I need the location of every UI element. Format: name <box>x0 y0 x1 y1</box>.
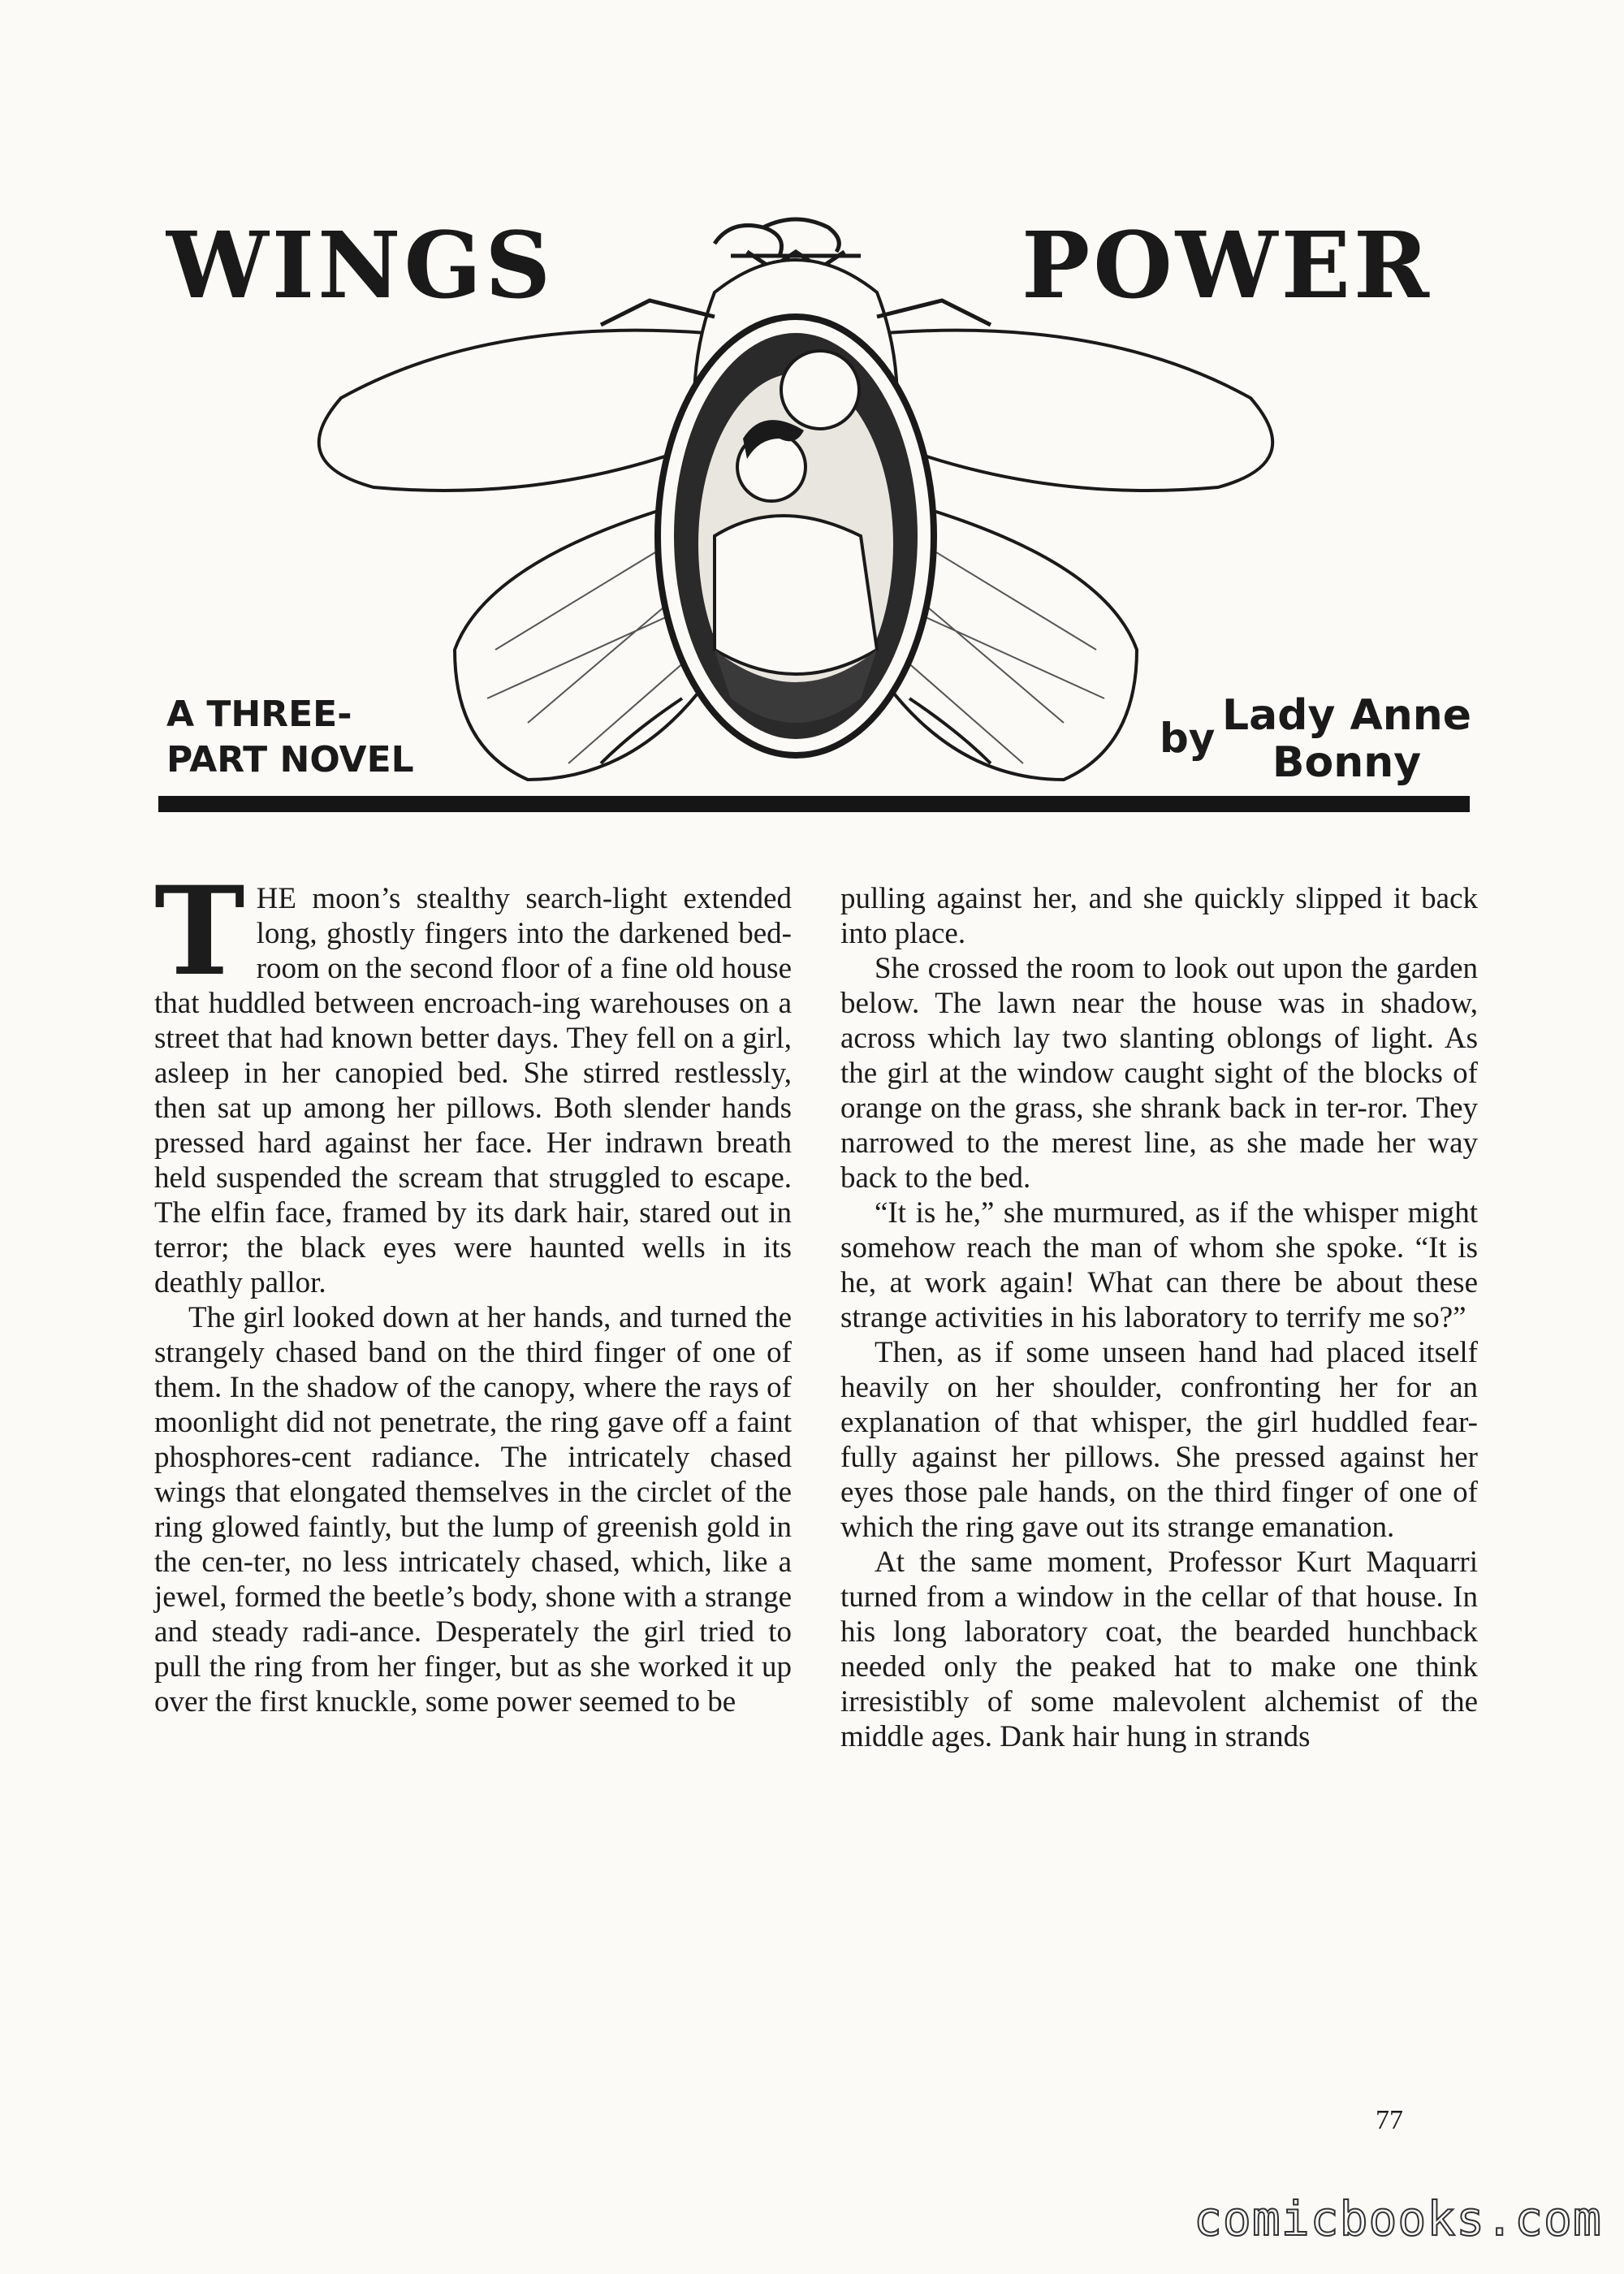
paragraph-text: HE moon’s stealthy search-light extended long, ghostly fingers into the darkened bed-room on the second floor of a fine old house that huddled between encroach-ing warehouses on a street that had known better days. They fell on a girl, asleep in her canopied bed. She stirred restlessly, then sat up among her pillows. Both slender hands pressed hard against her face. Her indrawn breath held suspended the scream that struggled to escape. The elfin face, framed by its dark hair, stared out in terror; the black eyes were haunted wells in its deathly pallor. <box>154 882 792 1299</box>
subtitle-line: PART NOVEL <box>166 739 414 780</box>
serial-subtitle <box>166 692 414 783</box>
title-wings: WINGS <box>166 213 555 319</box>
article-paragraph <box>154 860 792 1300</box>
author-line: Lady Anne <box>1222 691 1471 740</box>
author-name <box>1222 692 1471 786</box>
drop-cap: T <box>154 860 245 1003</box>
article-paragraph: She crossed the room to look out upon the garden below. The lawn near the house was in shadow, across which lay two slanting oblongs of light. As the girl at the window caught sight of the blocks of orange on the grass, she shrank back in ter-ror. They narrowed to the merest line, as she made her way back to the bed. <box>840 952 1478 1195</box>
article-paragraph: pulling against her, and she quickly slipped it back into place. <box>840 882 1478 950</box>
article-paragraph: Then, as if some unseen hand had placed itself heavily on her shoulder, confronting her for an explanation of that whisper, the girl huddled fear-fully against her pillows. She pressed against her eyes those pale hands, on the third finger of one of which the ring gave out its strange emanation. <box>840 1336 1478 1544</box>
article-paragraph: “It is he,” she murmured, as if the whisper might somehow reach the man of whom she spoke. “It is he, at work again! What can there be about these strange activities in his laboratory to terrify me so?” <box>840 1196 1478 1334</box>
page-number: 77 <box>1376 2105 1403 2135</box>
article-paragraph: The girl looked down at her hands, and turned the strangely chased band on the third finger of one of them. In the shadow of the canopy, where the rays of moonlight did not penetrate, the ring gave off a faint phosphores-cent radiance. The intricately chased wings that elongated themselves in the circlet of the ring glowed faintly, but the lump of greenish gold in the cen-ter, no less intricately chased, which, like a jewel, formed the beetle’s body, shone with a strange and steady radi-ance. Desperately the girl tried to pull the ring from her finger, but as she worked it up over the first knuckle, some power seemed to be <box>154 1301 792 1718</box>
article-column-right <box>840 881 1478 1754</box>
site-watermark: comicbooks.com <box>1194 2191 1602 2246</box>
article-column-left <box>154 860 792 1719</box>
author-line: Bonny <box>1272 738 1422 787</box>
header-rule <box>158 796 1470 812</box>
article-paragraph: At the same moment, Professor Kurt Maquarri turned from a window in the cellar of that house. In his long laboratory coat, the bearded hunchback needed only the peaked hat to make one think irresistibly of some malevolent alchemist of the middle ages. Dank hair hung in strands <box>840 1546 1478 1753</box>
byline-by: by <box>1160 715 1216 762</box>
title-power: POWER <box>1021 213 1433 319</box>
subtitle-line: A THREE- <box>166 694 352 735</box>
